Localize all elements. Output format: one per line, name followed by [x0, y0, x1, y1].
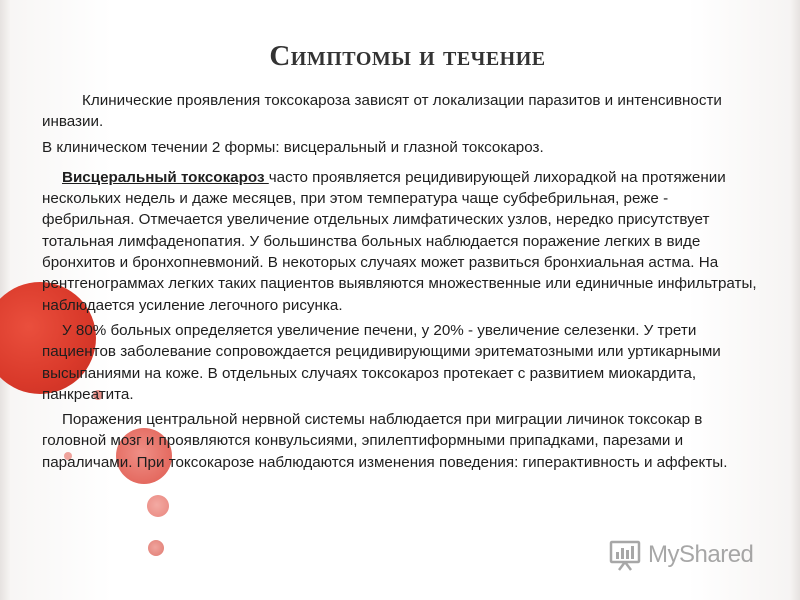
watermark-text: MyShared — [648, 541, 754, 568]
cns-paragraph: Поражения центральной нервной системы наблюдается при миграции личинок токсокар в головной мозг и проявляются конвульсиями, эпилептиформными припадками, парезами и параличами. При токсокарозе наблюдаются изменения поведения: гиперактивность и аффекты. — [42, 411, 728, 471]
slide-body — [42, 90, 758, 477]
slide-right-edge — [790, 0, 800, 600]
liver-paragraph: У 80% больных определяется увеличение печени, у 20% - увеличение селезенки. У трети пациентов заболевание сопровождается рецидивирующими эритематозными или уртикарными высыпаниями на коже. В отдельных случаях токсокароз протекает с развитием миокардита, панкреатита. — [42, 321, 721, 403]
visceral-text: часто проявляется рецидивирующей лихорадкой на протяжении нескольких недель и даже месяцев, при этом температура чаще субфебрильная, реже - фебрильная. Отмечается увеличение отдельных лимфатических узлов, нередко присутствует тотальная лимфаденопатия. У большинства больных наблюдается поражение легких в виде бронхитов и бронхопневмоний. В некоторых случаях может развиться бронхиальная астма. На рентгенограммах легких таких пациентов выявляются множественные или единичные инфильтраты, наблюдается усиление легочного рисунка. — [42, 168, 757, 314]
visceral-term: Висцеральный токсокароз — [62, 168, 269, 186]
visceral-paragraph — [42, 167, 758, 316]
forms-paragraph: В клиническом течении 2 формы: висцеральный и глазной токсокароз. — [42, 138, 544, 156]
decorative-circle-tiny — [148, 540, 164, 556]
watermark-logo — [608, 537, 753, 573]
slide-title: Симптомы и течение — [269, 40, 546, 72]
presentation-chart-icon — [608, 538, 642, 572]
decorative-circle-small — [147, 495, 169, 517]
intro-paragraph: Клинические проявления токсокароза зависят от локализации паразитов и интенсивности инвазии. — [42, 92, 722, 131]
